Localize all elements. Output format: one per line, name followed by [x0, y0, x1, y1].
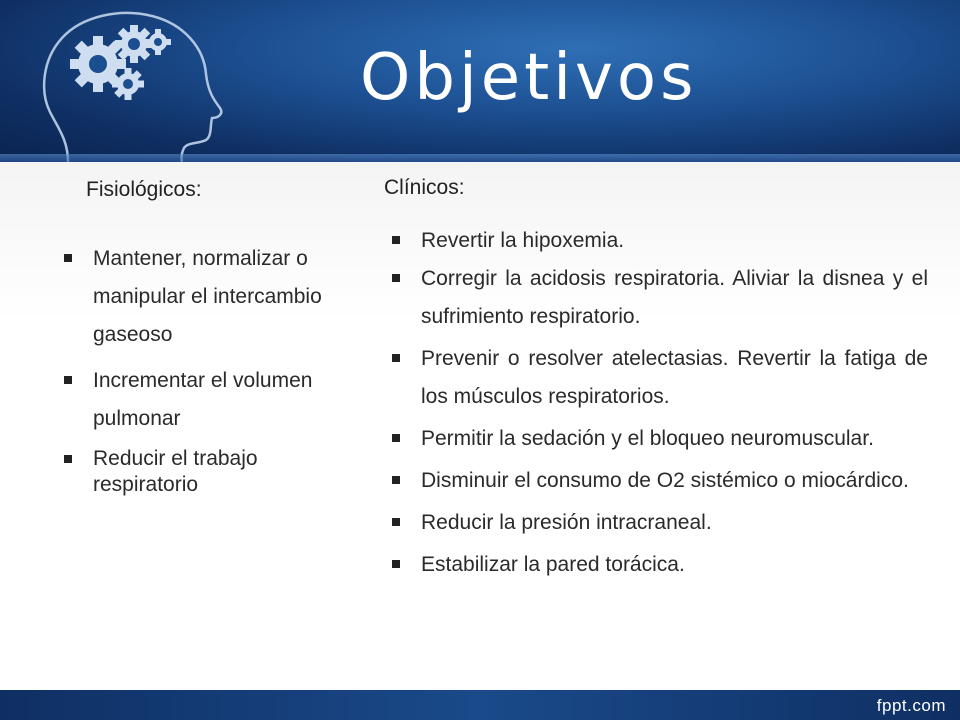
square-bullet-icon — [64, 376, 72, 384]
list-item — [388, 420, 928, 458]
left-column-heading: Fisiológicos: — [86, 178, 202, 201]
list-item — [60, 362, 360, 438]
list-item — [388, 260, 928, 336]
list-item-text: Mantener, normalizar o manipular el intercambio gaseoso — [93, 247, 322, 346]
list-item — [388, 340, 928, 416]
square-bullet-icon — [392, 354, 400, 362]
square-bullet-icon — [392, 476, 400, 484]
list-item-text: Estabilizar la pared torácica. — [421, 553, 685, 576]
square-bullet-icon — [392, 560, 400, 568]
footer-brand: fppt.com — [876, 696, 946, 715]
slide-title: Objetivos — [360, 41, 698, 115]
list-item — [388, 462, 928, 500]
left-bullet-list — [60, 240, 360, 506]
list-item — [388, 222, 928, 260]
square-bullet-icon — [392, 434, 400, 442]
footer-bar — [0, 690, 960, 720]
list-item-text: Prevenir o resolver atelectasias. Revertir la fatiga de los músculos respiratorios. — [421, 347, 928, 408]
right-bullet-list — [388, 222, 928, 588]
list-item — [388, 546, 928, 584]
list-item-text: Revertir la hipoxemia. — [421, 229, 625, 252]
list-item-text: Permitir la sedación y el bloqueo neuromuscular. — [421, 427, 874, 450]
square-bullet-icon — [392, 518, 400, 526]
square-bullet-icon — [392, 236, 400, 244]
head-with-gears-icon — [28, 0, 248, 162]
square-bullet-icon — [392, 274, 400, 282]
list-item — [60, 240, 360, 354]
list-item-text: Disminuir el consumo de O2 sistémico o miocárdico. — [421, 469, 909, 492]
list-item — [388, 504, 928, 542]
list-item — [60, 446, 360, 498]
right-column-heading: Clínicos: — [384, 176, 465, 199]
square-bullet-icon — [64, 455, 72, 463]
header-divider — [0, 154, 960, 162]
list-item-text: Incrementar el volumen pulmonar — [93, 369, 313, 430]
list-item-text: Corregir la acidosis respiratoria. Aliviar la disnea y el sufrimiento respiratorio. — [421, 267, 928, 328]
title-banner — [0, 0, 960, 162]
list-item-text: Reducir el trabajo respiratorio — [93, 447, 258, 496]
list-item-text: Reducir la presión intracraneal. — [421, 511, 712, 534]
square-bullet-icon — [64, 254, 72, 262]
